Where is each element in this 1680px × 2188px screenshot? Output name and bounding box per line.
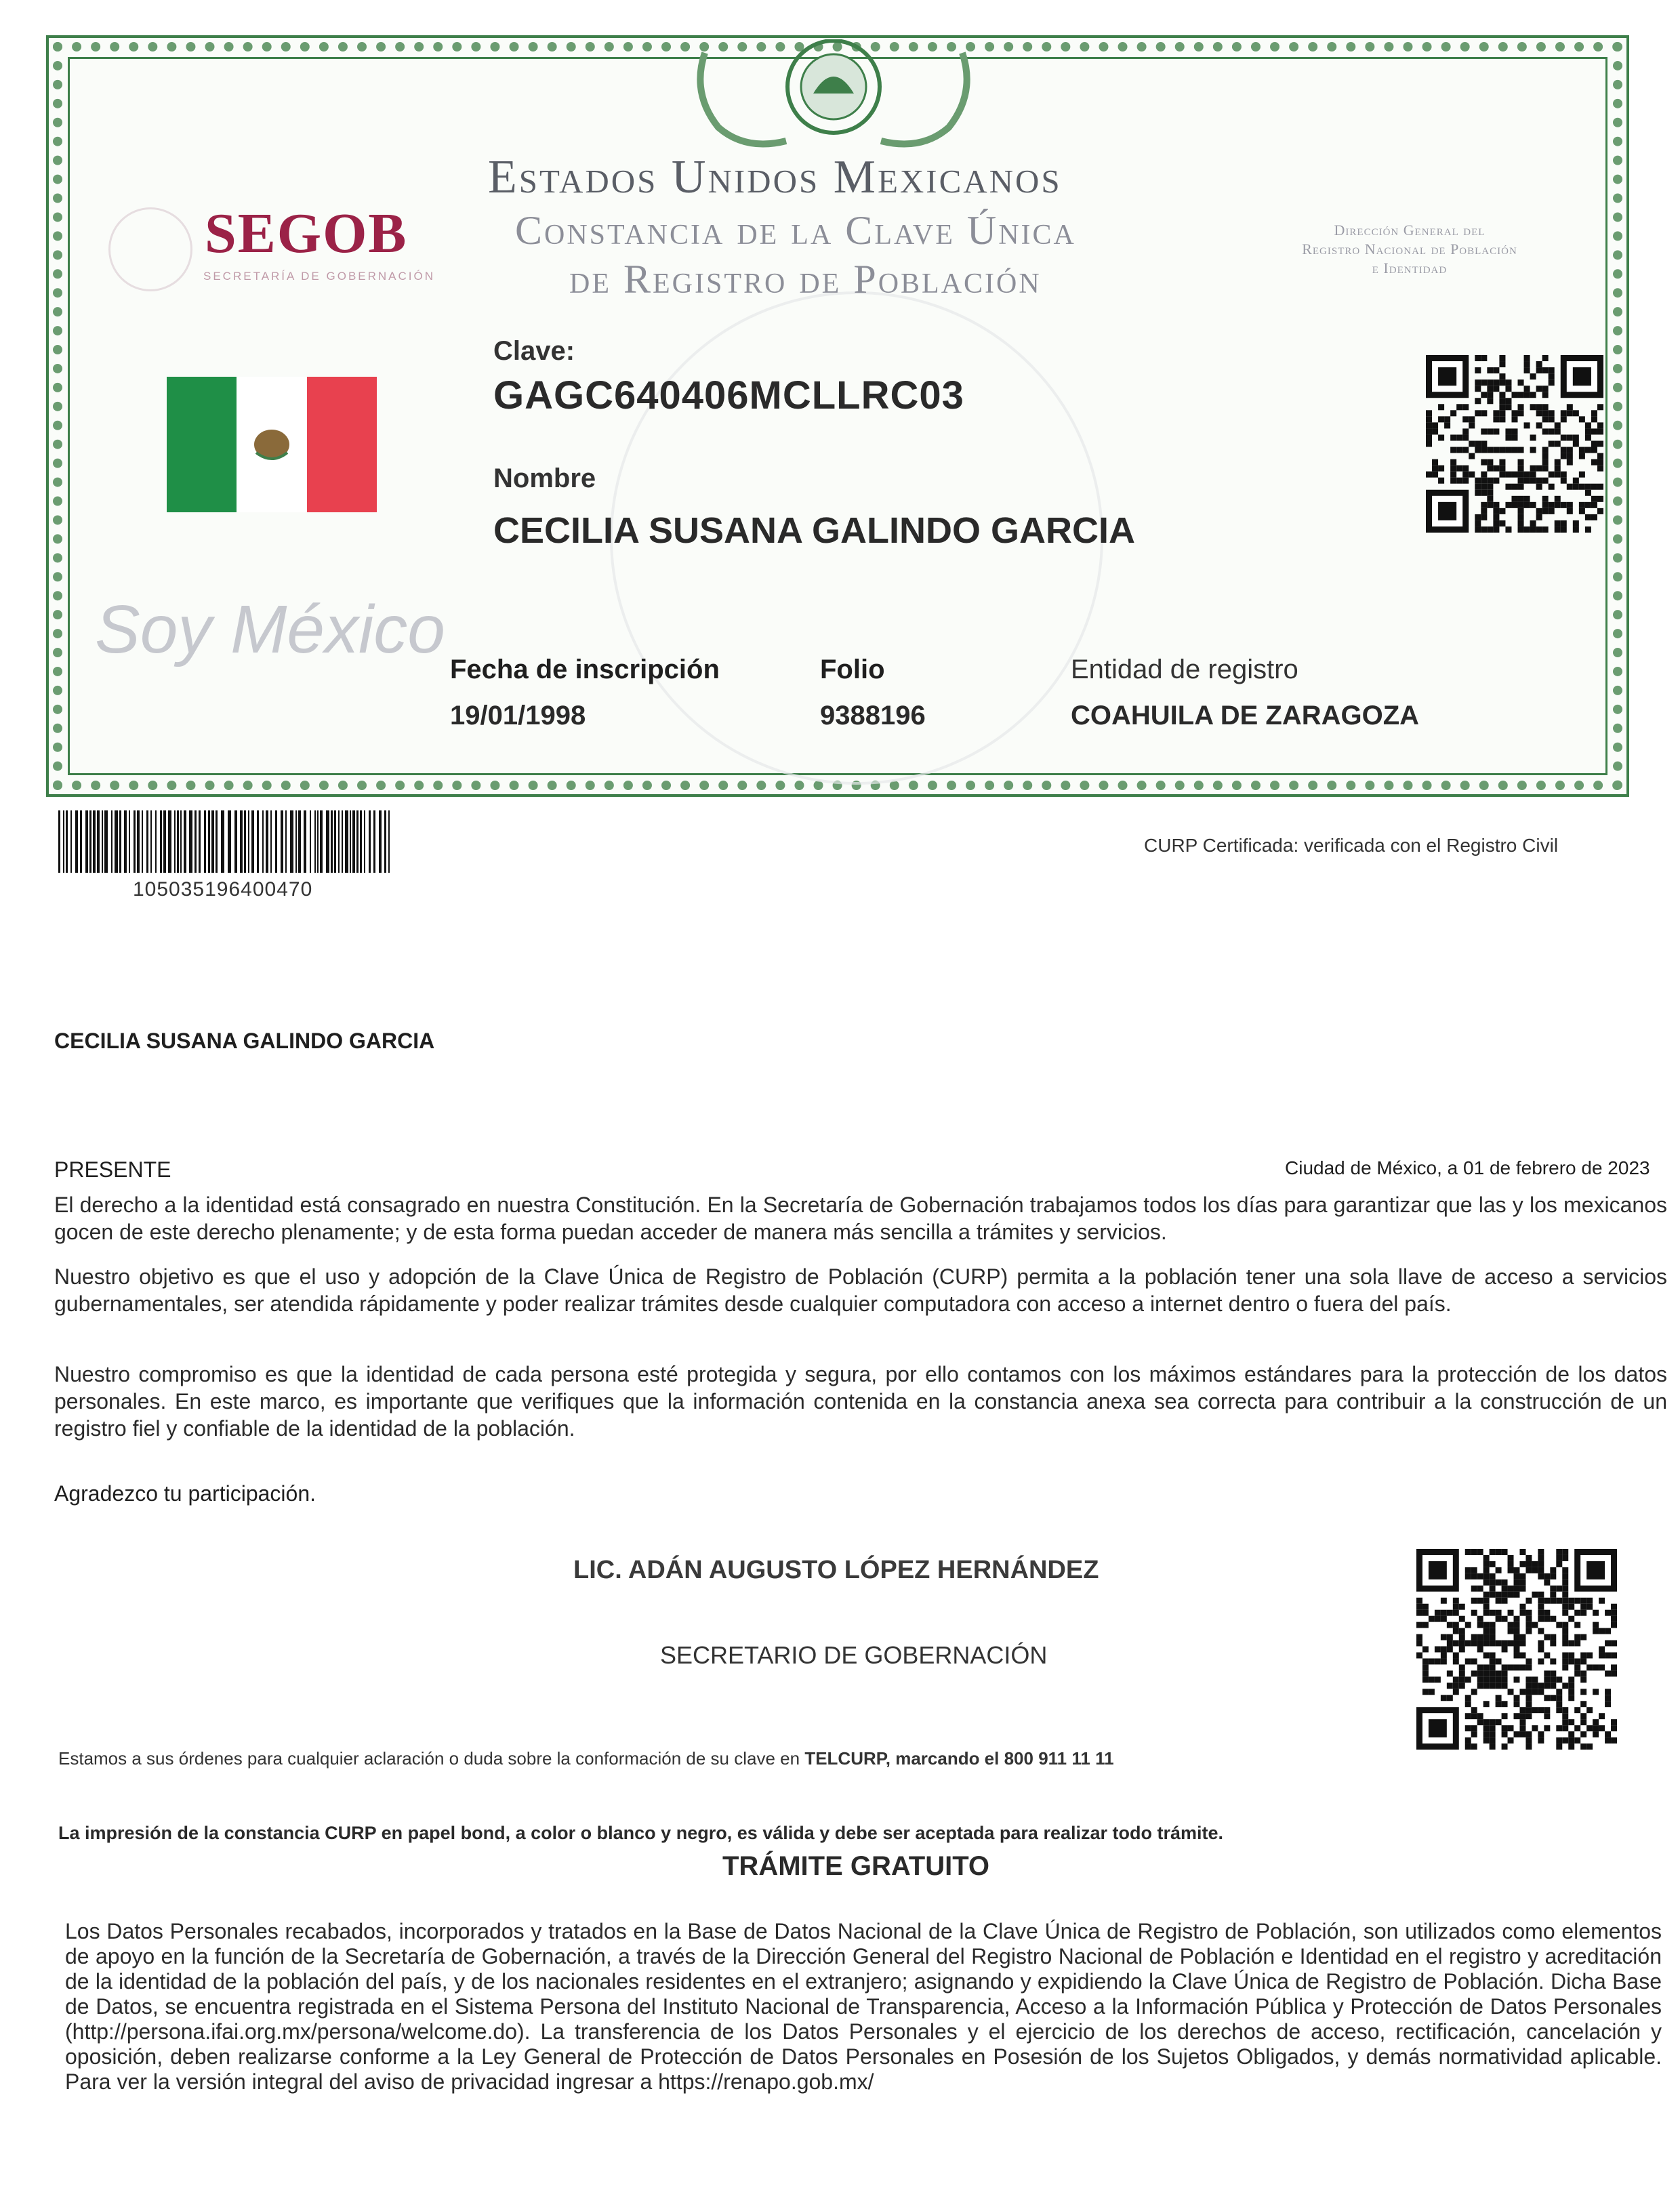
letter-paragraph-3: Nuestro compromiso es que la identidad de cada persona esté protegida y segura, por ello contamos con los máximos estándares para la protección de los datos personales. En este marco, es importante que verifiques que la información contenida en la constancia anexa sea correcta para contribuir a la construcción de un registro fiel y confiable de la identidad de la población. <box>54 1362 1667 1441</box>
nombre-label: Nombre <box>493 463 596 493</box>
mexican-flag-icon <box>167 377 377 512</box>
tramite-gratuito-heading: TRÁMITE GRATUITO <box>722 1851 990 1881</box>
nombre-value: CECILIA SUSANA GALINDO GARCIA <box>493 510 1136 551</box>
letter-paragraph-2: Nuestro objetivo es que el uso y adopción de la Clave Única de Registro de Población (CURP) permita a la población tener una sola llave de acceso a servicios gubernamentales, ser atendida rápidamente y poder realizar trámites desde cualquier computadora con acceso a internet dentro o fuera del país. <box>54 1264 1667 1316</box>
clave-label: Clave: <box>493 336 575 366</box>
national-emblem-icon <box>678 39 989 154</box>
privacy-notice: Los Datos Personales recabados, incorporados y tratados en la Base de Datos Nacional de la Clave Única de Registro de Población, son utilizados como elementos de apoyo en la función de la Secretaría de Gobernación, a través de la Dirección General del Registro Nacional de Población e Identidad en el registro y acreditación de la identidad de la población del país, y de los nacionales residentes en el extranjero; asignando y expidiendo la Clave Única de Registro de Población. Dicha Base de Datos, se encuentra registrada en el Sistema Persona del Instituto Nacional de Transparencia, Acceso a la Información Pública y Protección de Datos Personales (http://persona.ifai.org.mx/persona/welcome.do). La transferencia de los Datos Personales y el ejercicio de los derechos de acceso, rectificación, cancelación y oposición, deben realizarse conforme a la Ley General de Protección de Datos Personales en Posesión de los Sujetos Obligados, y demás normatividad aplicable. Para ver la versión integral del aviso de privacidad ingresar a https://renapo.gob.mx/ <box>65 1919 1662 2094</box>
presente-label: PRESENTE <box>54 1157 171 1182</box>
contact-note <box>58 1748 1114 1769</box>
entidad-registro-label: Entidad de registro <box>1071 655 1298 684</box>
agency-logo-text: SEGOB <box>205 202 408 265</box>
barcode-icon <box>58 810 394 873</box>
certificate-title-line1: Constancia de la Clave Única <box>515 208 1076 253</box>
country-title: Estados Unidos Mexicanos <box>488 151 1062 203</box>
fecha-inscripcion-value: 19/01/1998 <box>450 701 586 730</box>
certificate-title-line2: de Registro de Población <box>569 257 1042 302</box>
agency-subtitle: SECRETARÍA DE GOBERNACIÓN <box>203 270 436 283</box>
letter-closing: Agradezco tu participación. <box>54 1481 316 1506</box>
addressee-name: CECILIA SUSANA GALINDO GARCIA <box>54 1029 435 1053</box>
direccion-line2: Registro Nacional de Población <box>1302 241 1517 257</box>
curp-certificada-note: CURP Certificada: verificada con el Registro Civil <box>1144 835 1559 856</box>
direccion-general <box>1247 221 1572 278</box>
direccion-line1: Dirección General del <box>1334 222 1486 239</box>
place-date: Ciudad de México, a 01 de febrero de 2023 <box>1285 1157 1650 1178</box>
qr-code-icon <box>1426 355 1603 533</box>
print-validity-note: La impresión de la constancia CURP en papel bond, a color o blanco y negro, es válida y debe ser aceptada para realizar todo trámite. <box>58 1823 1224 1843</box>
folio-label: Folio <box>820 655 885 684</box>
folio-value: 9388196 <box>820 701 926 730</box>
qr-code-signature-icon <box>1416 1549 1617 1750</box>
clave-value: GAGC640406MCLLRC03 <box>493 373 964 417</box>
entidad-registro-value: COAHUILA DE ZARAGOZA <box>1071 701 1420 730</box>
telcurp-phone: TELCURP, marcando el 800 911 11 11 <box>804 1748 1114 1769</box>
contact-note-text: Estamos a sus órdenes para cualquier aclaración o duda sobre la conformación de su clave en <box>58 1748 800 1769</box>
letter-paragraph-1: El derecho a la identidad está consagrado en nuestra Constitución. En la Secretaría de Gobernación trabajamos todos los días para garantizar que las y los mexicanos gocen de este derecho plenamente; y de esta forma puedan acceder de manera más sencilla a trámites y servicios. <box>54 1193 1667 1244</box>
signer-title: SECRETARIO DE GOBERNACIÓN <box>660 1641 1048 1669</box>
signer-name: LIC. ADÁN AUGUSTO LÓPEZ HERNÁNDEZ <box>573 1556 1099 1584</box>
slogan-watermark: Soy México <box>95 592 445 667</box>
direccion-line3: e Identidad <box>1372 260 1448 276</box>
segob-seal-icon <box>108 207 192 291</box>
barcode-number: 105035196400470 <box>133 878 313 901</box>
fecha-inscripcion-label: Fecha de inscripción <box>450 655 720 684</box>
